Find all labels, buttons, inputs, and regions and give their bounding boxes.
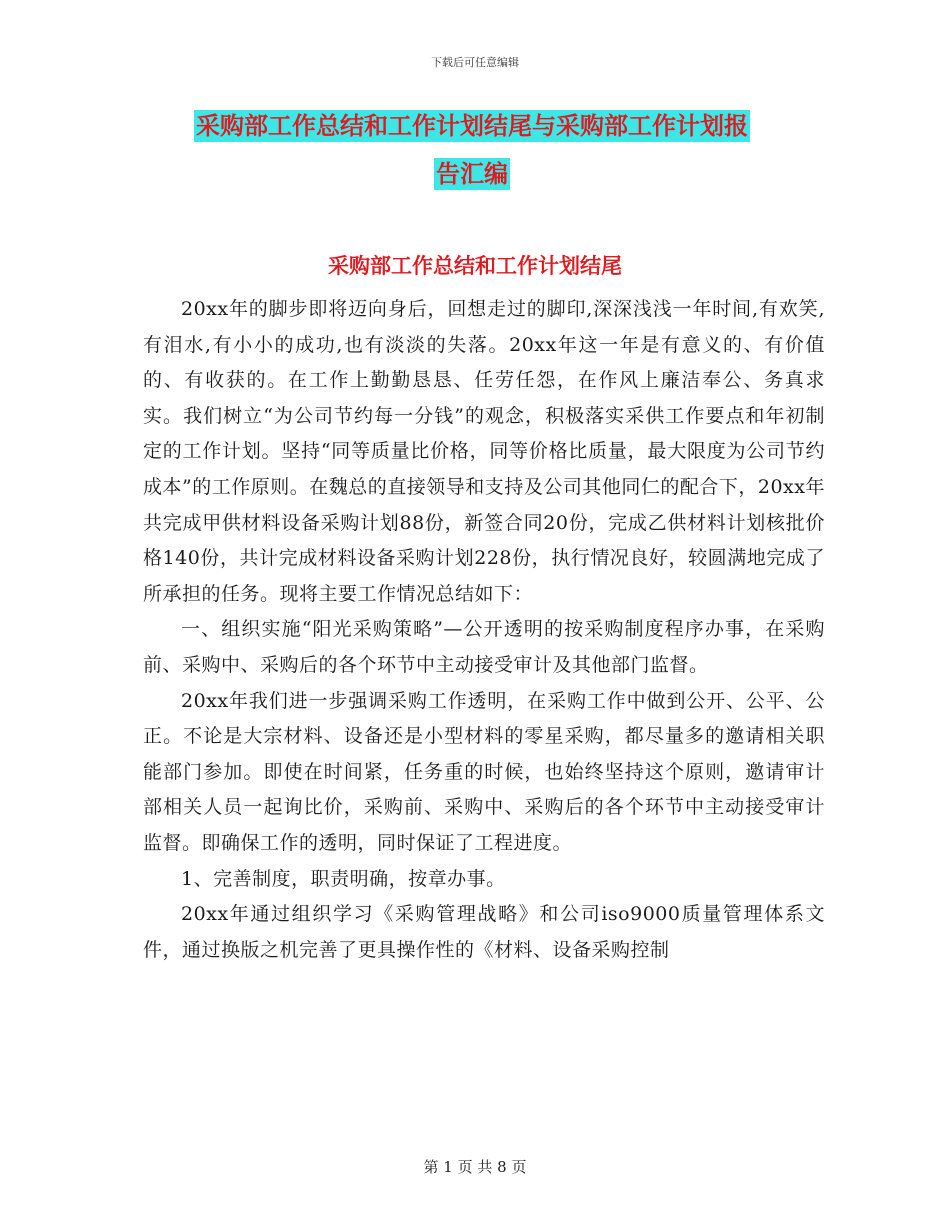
page-number-footer: 第 1 页 共 8 页 <box>423 1158 527 1176</box>
paragraph: 20xx年通过组织学习《采购管理战略》和公司iso9000质量管理体系文件，通过换版之机完善了更具操作性的《材料、设备采购控制 <box>143 903 825 961</box>
document-title-line-1: 采购部工作总结和工作计划结尾与采购部工作计划报 <box>196 112 748 140</box>
document-title-line-2: 告汇编 <box>436 160 508 188</box>
paragraph: 20xx年我们进一步强调采购工作透明，在采购工作中做到公开、公平、公正。不论是大宗材料、设备还是小型材料的零星采购，都尽量多的邀请相关职能部门参加。即使在时间紧，任务重的时候，也始终坚持这个原则，邀请审计部相关人员一起询比价，采购前、采购中、采购后的各个环节中主动接受审计监督。即确保工作的透明，同时保证了工程进度。 <box>143 689 825 854</box>
section-heading: 采购部工作总结和工作计划结尾 <box>328 254 622 278</box>
paragraph: 1、完善制度，职责明确，按章办事。 <box>181 867 506 890</box>
page-header-note: 下载后可任意编辑 <box>431 56 519 69</box>
paragraph: 20xx年的脚步即将迈向身后，回想走过的脚印,深深浅浅一年时间,有欢笑,有泪水,有小小的成功,也有淡淡的失落。20xx年这一年是有意义的、有价值的、有收获的。在工作上勤勤恳恳、任劳任怨，在作风上廉洁奉公、务真求实。我们树立“为公司节约每一分钱”的观念，积极落实采供工作要点和年初制定的工作计划。坚持“同等质量比价格，同等价格比质量，最大限度为公司节约成本”的工作原则。在魏总的直接领导和支持及公司其他同仁的配合下，20xx年共完成甲供材料设备采购计划88份，新签合同20份，完成乙供材料计划核批价格140份，共计完成材料设备采购计划228份，执行情况良好，较圆满地完成了所承担的任务。现将主要工作情况总结如下： <box>143 298 825 605</box>
document-body <box>143 292 825 968</box>
paragraph: 一、组织实施“阳光采购策略”—公开透明的按采购制度程序办事，在采购前、采购中、采购后的各个环节中主动接受审计及其他部门监督。 <box>143 618 825 676</box>
